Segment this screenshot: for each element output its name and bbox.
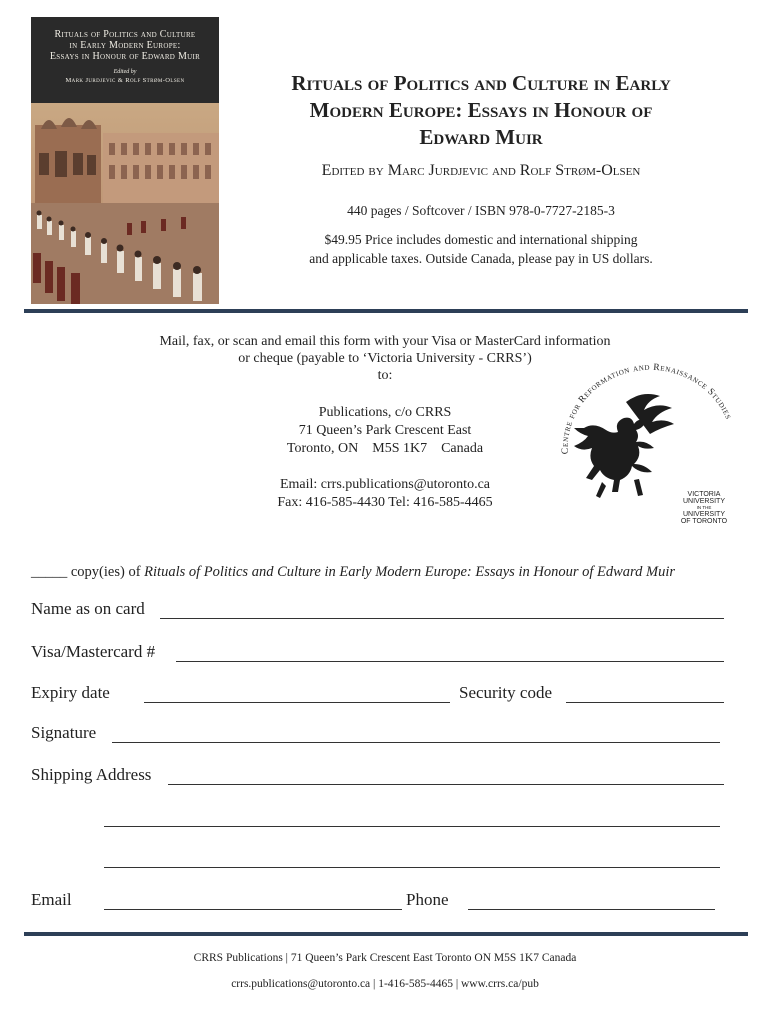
book-pubinfo: 440 pages / Softcover / ISBN 978-0-7727-2185-3 <box>347 203 615 218</box>
svg-text:VICTORIA: VICTORIA <box>687 491 721 498</box>
email-field[interactable] <box>104 909 402 910</box>
book-editors: Edited by Marc Jurdjevic and Rolf Strøm-Olsen <box>321 162 641 179</box>
security-label: Security code <box>459 683 552 702</box>
bottom-divider <box>24 932 748 936</box>
cover-painting <box>31 103 219 304</box>
expiry-label: Expiry date <box>31 683 110 702</box>
svg-text:UNIVERSITY: UNIVERSITY <box>682 498 726 505</box>
copies-line[interactable]: _____ copy(ies) of Rituals of Politics and Culture in Early Modern Europe: Essays in Honour of Edward Muir <box>31 564 675 580</box>
shipping-address-field-2[interactable] <box>104 826 720 827</box>
name-field[interactable] <box>160 618 724 619</box>
logo-university-text <box>681 491 728 525</box>
contact-info <box>210 476 560 512</box>
name-label: Name as on card <box>31 599 145 618</box>
phone-field[interactable] <box>468 909 715 910</box>
cover-edited-by: Edited by <box>113 69 137 75</box>
expiry-field[interactable] <box>144 702 450 703</box>
svg-text:OF TORONTO: OF TORONTO <box>680 518 728 525</box>
card-number-field[interactable] <box>176 661 724 662</box>
cover-title-band <box>31 17 219 103</box>
mailing-address: Publications, c/o CRRS 71 Queen’s Park Crescent East Toronto, ON M5S 1K7 Canada <box>286 405 484 456</box>
svg-text:IN THE: IN THE <box>696 505 712 510</box>
shipping-address-field-1[interactable] <box>168 784 724 785</box>
cover-editors: Mark Jurdjevic & Rolf Strøm-Olsen <box>65 77 185 84</box>
signature-label: Signature <box>31 723 97 742</box>
contact-phone: Fax: 416-585-4430 Tel: 416-585-4465 <box>277 495 493 510</box>
svg-text:UNIVERSITY: UNIVERSITY <box>682 511 726 518</box>
book-price: $49.95 Price includes domestic and international shipping and applicable taxes. Outside Canada, please pay in US dollars. <box>309 232 653 266</box>
card-label: Visa/Mastercard # <box>31 642 156 661</box>
footer-address: CRRS Publications | 71 Queen’s Park Crescent East Toronto ON M5S 1K7 Canada <box>193 952 577 964</box>
email-label: Email <box>31 890 72 909</box>
logo-arc-text: Centre for Reformation and Renaissance Studies <box>560 362 734 455</box>
mail-instructions: Mail, fax, or scan and email this form with your Visa or MasterCard information or cheque (payable to ‘Victoria University - CRRS’) to: <box>159 334 611 383</box>
shipping-address-field-3[interactable] <box>104 867 720 868</box>
shipping-label: Shipping Address <box>31 765 152 784</box>
book-cover <box>31 17 219 304</box>
griffin-icon <box>574 394 674 498</box>
phone-label: Phone <box>406 890 449 909</box>
crrs-logo <box>556 362 736 527</box>
footer-contact: crrs.publications@utoronto.ca | 1-416-585-4465 | www.crrs.ca/pub <box>231 978 539 990</box>
signature-field[interactable] <box>112 742 720 743</box>
top-divider <box>24 309 748 313</box>
security-code-field[interactable] <box>566 702 724 703</box>
contact-email[interactable]: Email: crrs.publications@utoronto.ca <box>279 477 490 492</box>
cover-title: Rituals of Politics and Culture in Early Modern Europe: Essays in Honour of Edward Muir <box>49 29 201 62</box>
book-title: Rituals of Politics and Culture in Early Modern Europe: Essays in Honour of Edward Muir <box>291 71 671 149</box>
